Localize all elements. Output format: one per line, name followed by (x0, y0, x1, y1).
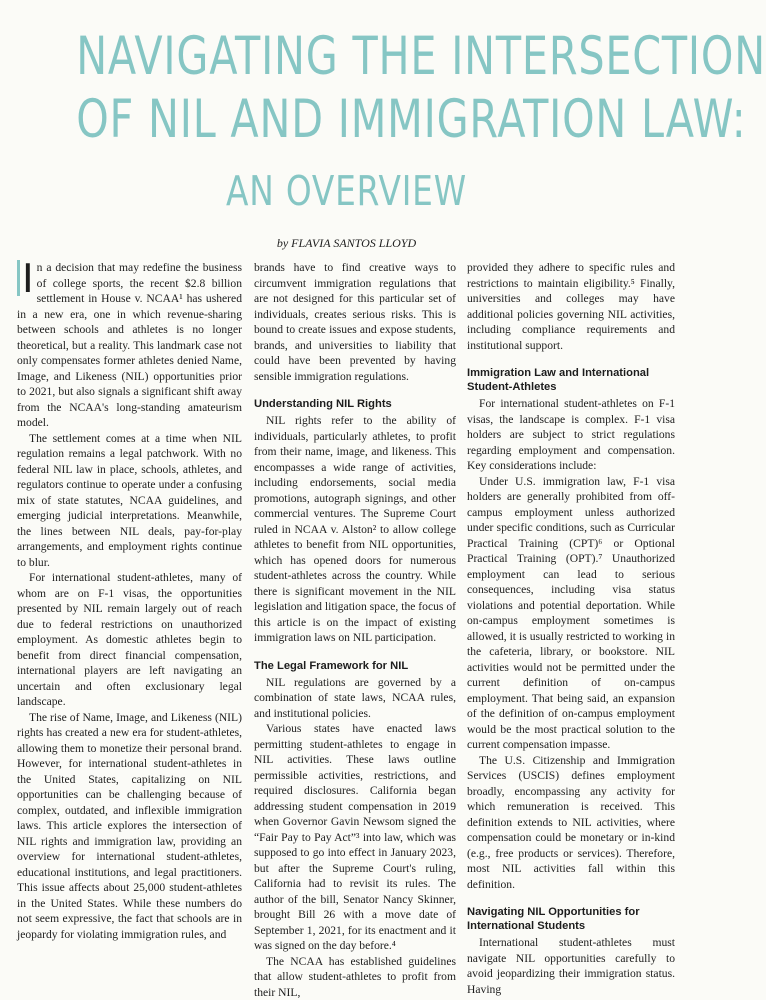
column-3 (467, 260, 675, 868)
paragraph: For international student-athletes, many of whom are on F-1 visas, the opportunities presented by NIL remain largely out of reach due to federal restrictions on unauthorized employment. As domestic athletes begin to benefit from direct financial compensation, international players are left navigating an uncertain and often exclusionary legal landscape. (17, 570, 242, 710)
paragraph: International student-athletes must navigate NIL opportunities carefully to avoid jeopardizing their immigration status. Having (467, 935, 675, 997)
section-heading: Immigration Law and International Student-Athletes (467, 366, 675, 394)
column-2 (254, 260, 456, 868)
paragraph: NIL regulations are governed by a combination of state laws, NCAA rules, and institutional policies. (254, 675, 456, 722)
paragraph: For international student-athletes on F-1 visas, the landscape is complex. F-1 visa holders are subject to strict regulations regarding employment and compensation. Key considerations include: (467, 396, 675, 474)
byline: by FLAVIA SANTOS LLOYD (0, 236, 693, 251)
paragraph: The U.S. Citizenship and Immigration Services (USCIS) defines employment broadly, encompassing any activity for which remuneration is received. This definition extends to NIL activities, where compensation could be monetary or in-kind (e.g., free products or services). Therefore, most NIL activities fall within this definition. (467, 753, 675, 893)
section-heading: The Legal Framework for NIL (254, 659, 456, 673)
column-1 (17, 260, 242, 868)
paragraph: The rise of Name, Image, and Likeness (NIL) rights has created a new era for student-athletes, allowing them to monetize their personal brand. However, for international student-athletes in the United States, capitalizing on NIL opportunities can be challenging because of complex, outdated, and inflexible immigration laws. This article explores the intersection of NIL rights and immigration law, providing an overview for international student-athletes, educational institutions, and legal practitioners. This issue affects about 25,000 student-athletes in the United States. While these numbers do not seem expressive, the fact that schools are in jeopardy for violating immigration rules, and (17, 710, 242, 943)
paragraph: The settlement comes at a time when NIL regulation remains a legal patchwork. With no federal NIL law in place, schools, athletes, and regulators continue to operate under a confusing mix of state statutes, NCAA guidelines, and emerging judicial interpretations. Meanwhile, the lines between NIL deals, pay-for-play arrangements, and employment rights continue to blur. (17, 431, 242, 571)
paragraph: Various states have enacted laws permitting student-athletes to engage in NIL activities. These laws outline permissible activities, restrictions, and required disclosures. California began addressing student compensation in 2019 when Governor Gavin Newsom signed the “Fair Pay to Pay Act”³ into law, which was supposed to go into effect in January 2023, but after the Supreme Court's ruling, California had to revisit its rules. The author of the bill, Senator Nancy Skinner, brought Bill 26 with a move date of September 1, 2021, for its enactment and it was signed on the day before.⁴ (254, 721, 456, 954)
paragraph: The NCAA has established guidelines that allow student-athletes to profit from their NIL, (254, 954, 456, 1000)
section-heading: Understanding NIL Rights (254, 397, 456, 411)
article-title-line-1: NAVIGATING THE INTERSECTION (76, 26, 617, 88)
paragraph-text: n a decision that may redefine the business of college sports, the recent $2.8 billion settlement in House v. NCAA¹ has ushered in a new era, one in which revenue-sharing between schools and athletes is no longer theoretical, but a reality. This landmark case not only compensates former athletes denied Name, Image, and Likeness (NIL) opportunities prior to 2021, but also signals a significant shift away from the NCAA's long-standing amateurism model. (17, 261, 242, 429)
paragraph: brands have to find creative ways to circumvent immigration regulations that are not designed for this particular set of individuals, creates serious risks. This is bound to create issues and expose students, brands, and universities to liability that could have been prevented by having sensible immigration regulations. (254, 260, 456, 384)
paragraph: provided they adhere to specific rules and restrictions to maintain eligibility.⁵ Finally, universities and colleges may have additional policies governing NIL activities, including compliance requirements and institutional support. (467, 260, 675, 353)
drop-cap: I (17, 260, 34, 296)
article-title-line-2: OF NIL AND IMMIGRATION LAW: (76, 89, 617, 151)
article-subtitle: AN OVERVIEW (69, 166, 623, 216)
paragraph: NIL rights refer to the ability of individuals, particularly athletes, to profit from their name, image, and likeness. This encompasses a wide range of activities, including endorsements, social media promotions, autograph signings, and other commercial ventures. The Supreme Court ruled in NCAA v. Alston² to allow college athletes to benefit from NIL opportunities, which has opened doors for numerous student-athletes across the country. While there is significant movement in the NIL legislation and litigation space, the focus of this article is on the impact of existing immigration laws on NIL participation. (254, 413, 456, 646)
intro-paragraph (17, 260, 242, 431)
section-heading: Navigating NIL Opportunities for International Students (467, 905, 675, 933)
paragraph: Under U.S. immigration law, F-1 visa holders are generally prohibited from off-campus employment unless authorized under specific conditions, such as Curricular Practical Training (CPT)⁶ or Optional Practical Training (OPT).⁷ Unauthorized employment can lead to serious consequences, including visa status violations and potential deportation. While on-campus employment sometimes is allowed, it is usually restricted to working in the cafeteria, library, or bookstore. NIL activities would not be permitted under the current definition of on-campus employment. That being said, an expansion of the definition of on-campus employment would be the most practical solution to the current compensation impasse. (467, 474, 675, 753)
